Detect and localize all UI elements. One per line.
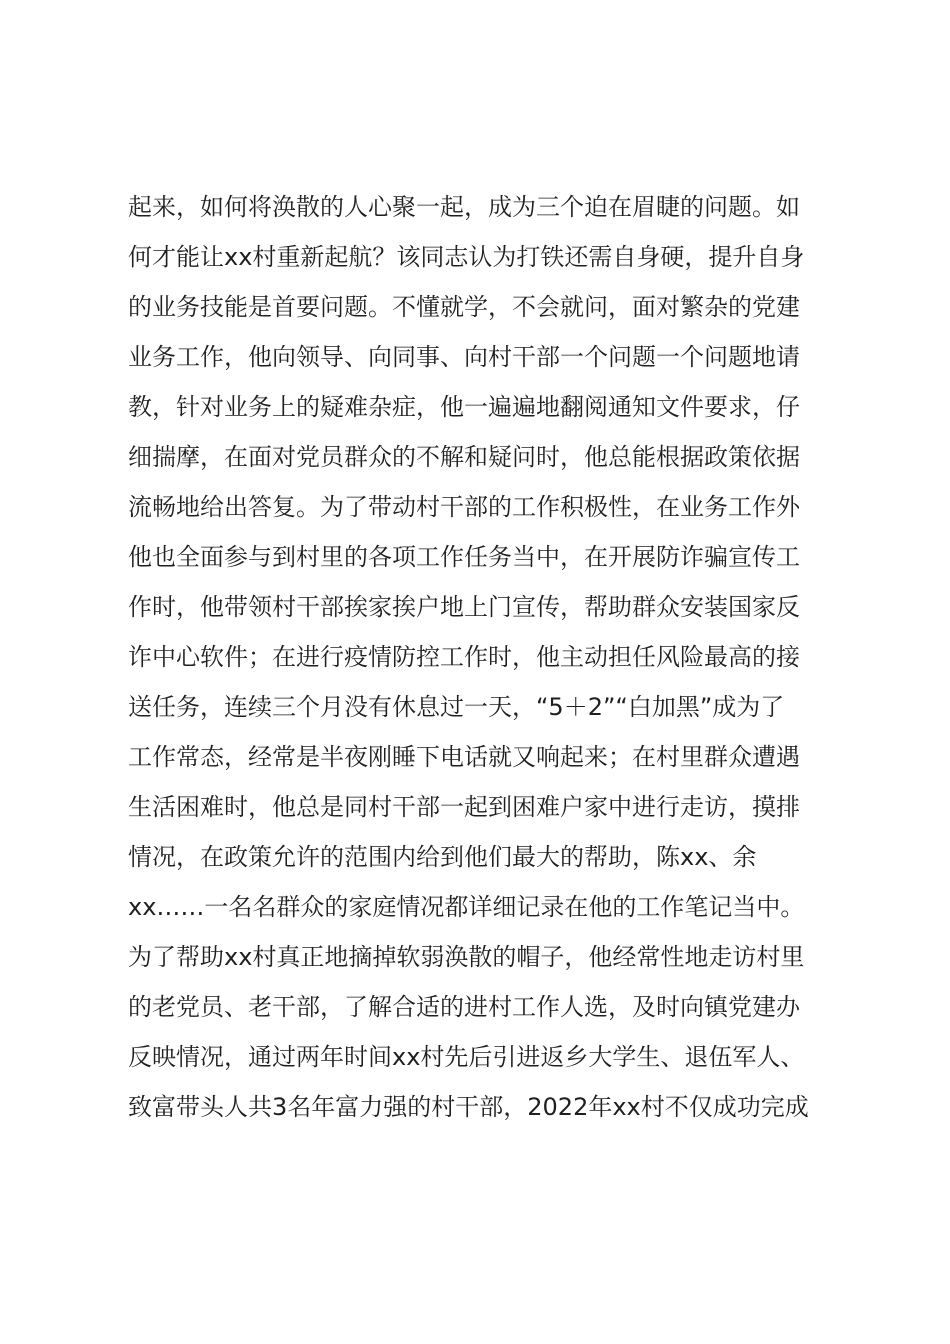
text-line: 诈中心软件；在进行疫情防控工作时，他主动担任风险最高的接 bbox=[128, 643, 800, 671]
text-line: 为了帮助xx村真正地摘掉软弱涣散的帽子，他经常性地走访村里 bbox=[128, 943, 805, 971]
text-line: 他也全面参与到村里的各项工作任务当中，在开展防诈骗宣传工 bbox=[128, 543, 800, 571]
text-line: 反映情况，通过两年时间xx村先后引进返乡大学生、退伍军人、 bbox=[128, 1043, 805, 1071]
text-line: 情况，在政策允许的范围内给到他们最大的帮助，陈xx、余 bbox=[128, 843, 757, 871]
text-line: 教，针对业务上的疑难杂症，他一遍遍地翻阅通知文件要求，仔 bbox=[128, 393, 800, 421]
text-line: 的老党员、老干部，了解合适的进村工作人选，及时向镇党建办 bbox=[128, 993, 800, 1021]
text-line: 细揣摩，在面对党员群众的不解和疑问时，他总能根据政策依据 bbox=[128, 443, 800, 471]
text-line: 业务工作，他向领导、向同事、向村干部一个问题一个问题地请 bbox=[128, 343, 800, 371]
text-line: 流畅地给出答复。为了带动村干部的工作积极性，在业务工作外 bbox=[128, 493, 800, 521]
text-line: 何才能让xx村重新起航？该同志认为打铁还需自身硬，提升自身 bbox=[128, 243, 805, 271]
text-line: 的业务技能是首要问题。不懂就学，不会就问，面对繁杂的党建 bbox=[128, 293, 800, 321]
text-line: 致富带头人共3名年富力强的村干部，2022年xx村不仅成功完成 bbox=[128, 1093, 809, 1121]
text-line: 送任务，连续三个月没有休息过一天，“5＋2”“白加黑”成为了 bbox=[128, 693, 785, 721]
text-line: xx……一名名群众的家庭情况都详细记录在他的工作笔记当中。 bbox=[128, 893, 805, 921]
text-line: 起来，如何将涣散的人心聚一起，成为三个迫在眉睫的问题。如 bbox=[128, 193, 800, 221]
text-line: 作时，他带领村干部挨家挨户地上门宣传，帮助群众安装国家反 bbox=[128, 593, 800, 621]
body-text bbox=[128, 182, 858, 1132]
text-line: 生活困难时，他总是同村干部一起到困难户家中进行走访，摸排 bbox=[128, 793, 800, 821]
text-line: 工作常态，经常是半夜刚睡下电话就又响起来；在村里群众遭遇 bbox=[128, 743, 800, 771]
